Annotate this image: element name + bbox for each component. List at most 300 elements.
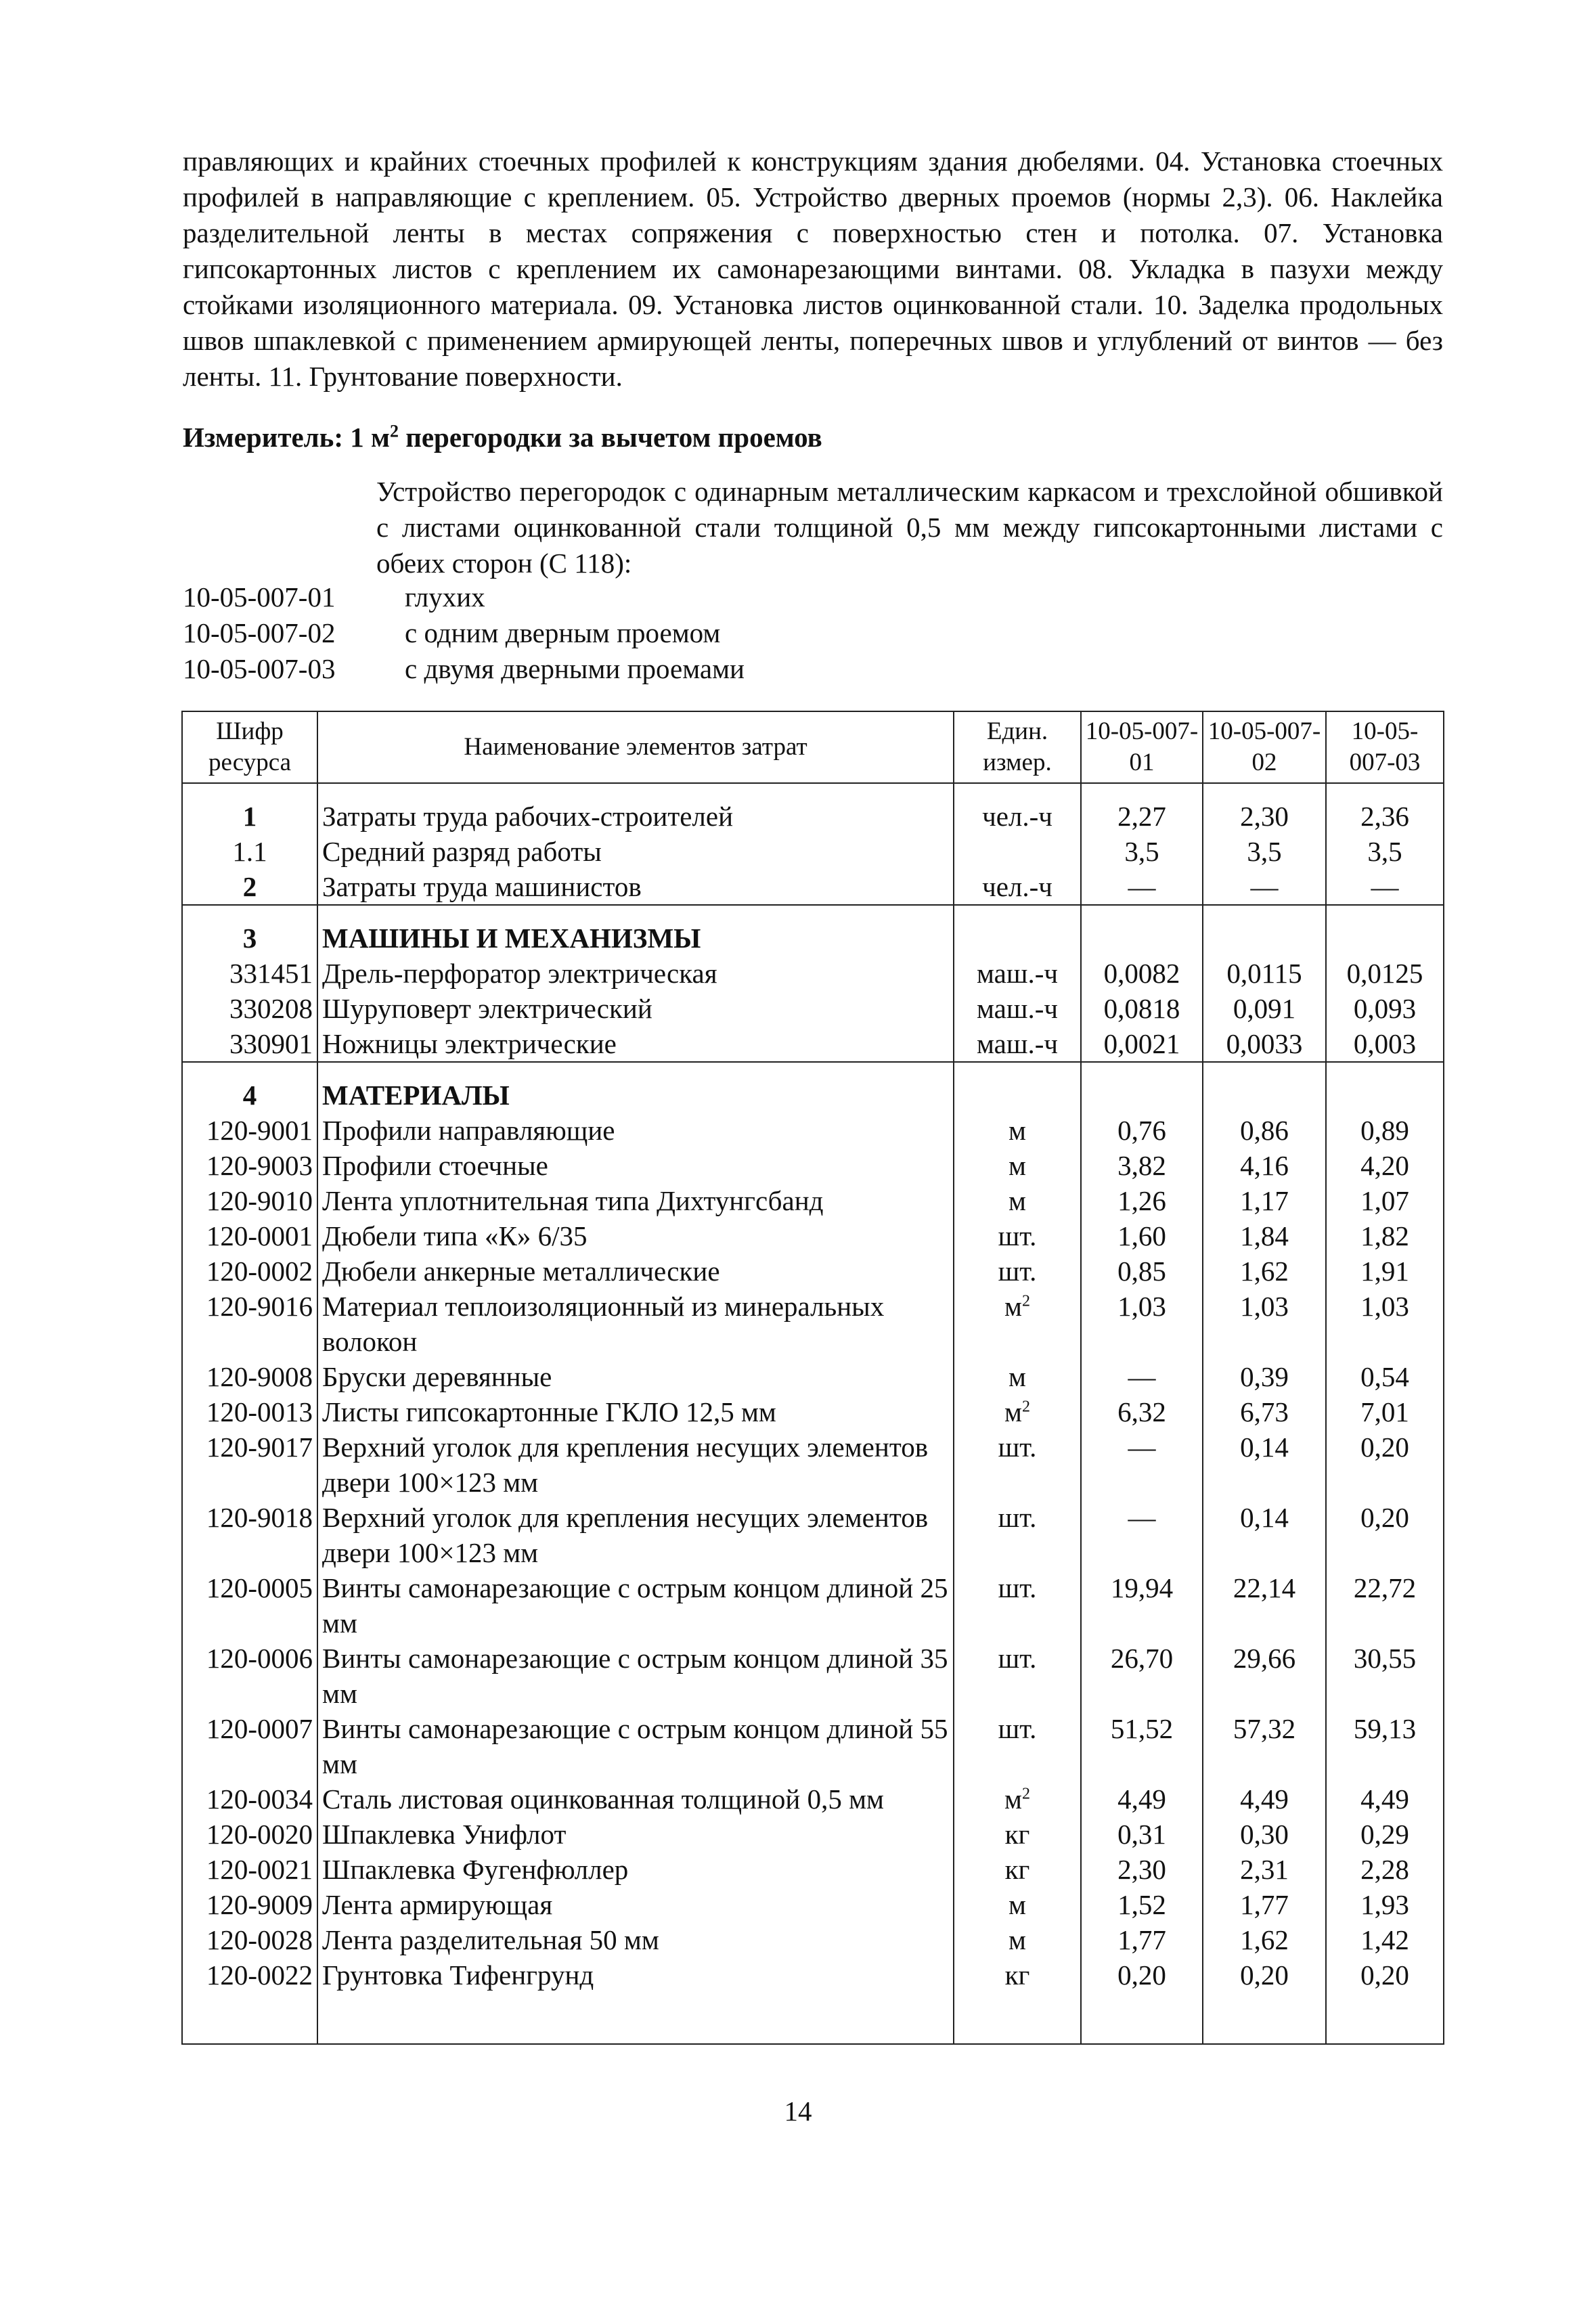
cell-unit	[954, 1570, 1081, 1641]
cell-value-1-text: 0,0021	[1103, 1028, 1180, 1059]
cell-value-3	[1326, 869, 1444, 905]
cell-value-2	[1203, 1887, 1326, 1922]
cell-value-2-text: —	[1250, 871, 1279, 902]
cell-value-3-text: 0,20	[1360, 1959, 1409, 1991]
cell-name-text: Шуруповерт электрический	[322, 993, 652, 1024]
cell-value-1	[1081, 1641, 1203, 1711]
table-row	[182, 991, 1444, 1026]
cell-code	[182, 1394, 317, 1429]
cell-name	[317, 1922, 954, 1957]
spacer-cell	[954, 1062, 1081, 1078]
cell-value-3	[1326, 1570, 1444, 1641]
cell-name-text: Ножницы электрические	[322, 1028, 617, 1059]
cell-code-text: 330208	[229, 993, 313, 1024]
cell-code-text: 120-0022	[206, 1959, 313, 1991]
cell-value-3	[1326, 1957, 1444, 1993]
spacer-cell	[317, 905, 954, 920]
cell-name	[317, 1641, 954, 1711]
cell-name-text: Дюбели типа «К» 6/35	[322, 1220, 588, 1251]
cell-name-text: Грунтовка Тифенгрунд	[322, 1959, 594, 1991]
cell-value-3-text: 0,29	[1360, 1819, 1409, 1850]
norm-item	[183, 579, 745, 615]
spacer-cell	[317, 1993, 954, 2044]
cell-name	[317, 1359, 954, 1394]
cell-value-1	[1081, 1429, 1203, 1500]
cell-unit	[954, 869, 1081, 905]
cell-unit	[954, 1852, 1081, 1887]
table-row	[182, 1641, 1444, 1711]
spacer-cell	[182, 1062, 317, 1078]
cell-value-1-text: 1,26	[1117, 1185, 1166, 1216]
spacer-cell	[182, 905, 317, 920]
spacer-cell	[1203, 905, 1326, 920]
cell-code	[182, 956, 317, 991]
spacer-cell	[954, 1993, 1081, 2044]
cell-name-text: Листы гипсокартонные ГКЛО 12,5 мм	[322, 1396, 776, 1427]
cell-unit-text: м	[1008, 1150, 1026, 1181]
table-row	[182, 1113, 1444, 1148]
cell-value-3-text: 1,03	[1360, 1291, 1409, 1322]
table-row	[182, 869, 1444, 905]
cell-name	[317, 1394, 954, 1429]
cell-value-1-text: 0,0818	[1103, 993, 1180, 1024]
cell-code-text: 331451	[229, 958, 313, 989]
section-spacer	[182, 905, 1444, 920]
norm-code: 10-05-007-03	[183, 653, 336, 684]
cell-unit	[954, 1289, 1081, 1359]
cell-value-2	[1203, 1852, 1326, 1887]
cell-name-text: Дюбели анкерные металлические	[322, 1256, 720, 1287]
cell-value-1-text: 19,94	[1110, 1572, 1174, 1603]
cell-value-2	[1203, 1359, 1326, 1394]
cell-code-text: 2	[242, 871, 257, 902]
cell-name	[317, 1183, 954, 1218]
cell-unit	[954, 1641, 1081, 1711]
cell-code	[182, 1887, 317, 1922]
cell-unit-text: м	[1008, 1361, 1026, 1392]
norm-description: Устройство перегородок с одинарным металлическим каркасом и трехслойной обшивкой с листами оцинкованной стали толщиной 0,5 мм между гипсокартонными листами с обеих сторон (С 118):	[376, 476, 1443, 579]
cell-unit-text: шт.	[998, 1256, 1037, 1287]
cell-unit	[954, 991, 1081, 1026]
cell-unit-text: шт.	[998, 1713, 1037, 1744]
cell-code	[182, 1500, 317, 1570]
cell-code-text: 120-0021	[206, 1854, 313, 1885]
cell-unit	[954, 1026, 1081, 1062]
cell-value-2-text: 2,30	[1240, 801, 1289, 832]
cell-code	[182, 920, 317, 956]
cell-value-3	[1326, 1113, 1444, 1148]
cell-unit-text: м	[1008, 1115, 1026, 1146]
cell-unit-text: чел.-ч	[982, 801, 1052, 832]
norm-code: 10-05-007-02	[183, 617, 336, 648]
cell-code	[182, 1026, 317, 1062]
cell-value-2	[1203, 1781, 1326, 1817]
table-row	[182, 1500, 1444, 1570]
cell-value-1	[1081, 1394, 1203, 1429]
cell-code-text: 3	[242, 923, 257, 954]
cell-unit-text: маш.-ч	[977, 993, 1058, 1024]
cell-unit	[954, 1078, 1081, 1113]
cell-name-text: Винты самонарезающие с острым концом длиной 25 мм	[322, 1572, 948, 1639]
cell-value-3	[1326, 1148, 1444, 1183]
cell-name-text: Лента армирующая	[322, 1889, 553, 1920]
cell-code-text: 120-0013	[206, 1396, 313, 1427]
norm-name: глухих	[405, 581, 485, 613]
cell-value-3-text: 0,54	[1360, 1361, 1409, 1392]
cell-value-3-text: 2,36	[1360, 801, 1409, 832]
cell-value-2	[1203, 1148, 1326, 1183]
cell-value-2-text: 3,5	[1247, 836, 1282, 867]
cell-value-1	[1081, 1500, 1203, 1570]
cell-name	[317, 1218, 954, 1253]
cell-value-1	[1081, 1570, 1203, 1641]
cell-value-2-text: 4,49	[1240, 1783, 1289, 1815]
cell-unit-text: м	[1004, 1783, 1022, 1815]
spacer-cell	[317, 783, 954, 799]
table-row	[182, 1394, 1444, 1429]
cell-code-text: 120-9003	[206, 1150, 313, 1181]
cell-value-3-text: 0,0125	[1346, 958, 1423, 989]
cell-value-3-text: 1,82	[1360, 1220, 1409, 1251]
cell-value-1-text: 3,5	[1124, 836, 1159, 867]
cell-value-1	[1081, 869, 1203, 905]
cell-value-3-text: 0,89	[1360, 1115, 1409, 1146]
cell-value-2	[1203, 1078, 1326, 1113]
measure-suffix: перегородки за вычетом проемов	[398, 422, 822, 453]
cell-value-1	[1081, 1887, 1203, 1922]
cell-code	[182, 1570, 317, 1641]
cell-code	[182, 1641, 317, 1711]
table-row	[182, 1817, 1444, 1852]
cell-code	[182, 1183, 317, 1218]
cell-value-1-text: 0,20	[1117, 1959, 1166, 1991]
cell-unit-text: м	[1004, 1396, 1022, 1427]
cell-code	[182, 991, 317, 1026]
cell-value-1-text: 1,03	[1117, 1291, 1166, 1322]
cell-value-2	[1203, 1957, 1326, 1993]
cell-unit	[954, 1218, 1081, 1253]
cell-code-text: 120-9018	[206, 1502, 313, 1533]
table-row	[182, 1253, 1444, 1289]
cell-value-3-text: 1,07	[1360, 1185, 1409, 1216]
cell-value-1	[1081, 920, 1203, 956]
cell-name	[317, 920, 954, 956]
cell-value-2	[1203, 869, 1326, 905]
cell-value-2-text: 1,17	[1240, 1185, 1289, 1216]
cell-value-3-text: —	[1371, 871, 1399, 902]
cell-value-3	[1326, 1711, 1444, 1781]
cell-name-text: Сталь листовая оцинкованная толщиной 0,5 мм	[322, 1783, 884, 1815]
cell-value-2	[1203, 991, 1326, 1026]
cell-name	[317, 1957, 954, 1993]
cell-value-2	[1203, 1026, 1326, 1062]
cell-unit	[954, 1429, 1081, 1500]
cell-value-3	[1326, 1781, 1444, 1817]
cell-code-text: 120-9017	[206, 1432, 313, 1463]
norm-code: 10-05-007-01	[183, 581, 336, 613]
cell-unit	[954, 1887, 1081, 1922]
cell-value-1	[1081, 1781, 1203, 1817]
intro-paragraph	[183, 143, 1443, 395]
spacer-cell	[954, 783, 1081, 799]
header-col1: 10-05-007-01	[1081, 711, 1203, 783]
cell-name-text: Профили направляющие	[322, 1115, 615, 1146]
cell-value-3	[1326, 1183, 1444, 1218]
table-row	[182, 799, 1444, 834]
norm-name: с одним дверным проемом	[405, 617, 721, 648]
cell-unit-text: маш.-ч	[977, 958, 1058, 989]
measure-sup: 2	[389, 421, 399, 441]
cell-name-text: Дрель-перфоратор электрическая	[322, 958, 717, 989]
cell-value-3	[1326, 1218, 1444, 1253]
cell-value-1-text: 2,27	[1117, 801, 1166, 832]
cell-name-text: Верхний уголок для крепления несущих элементов двери 100×123 мм	[322, 1502, 929, 1568]
cell-name-text: Верхний уголок для крепления несущих элементов двери 100×123 мм	[322, 1432, 929, 1498]
spacer-cell	[1081, 1993, 1203, 2044]
cell-code-text: 120-9009	[206, 1889, 313, 1920]
cell-unit-text: м	[1008, 1185, 1026, 1216]
cell-name	[317, 991, 954, 1026]
cell-value-3-text: 0,20	[1360, 1502, 1409, 1533]
cell-value-2-text: 6,73	[1240, 1396, 1289, 1427]
cell-code-text: 120-0028	[206, 1924, 313, 1955]
cell-name-text: Материал теплоизоляционный из минеральных волокон	[322, 1291, 885, 1357]
cell-value-1	[1081, 1113, 1203, 1148]
cell-code-text: 120-0007	[206, 1713, 313, 1744]
cell-value-3	[1326, 834, 1444, 869]
cell-code	[182, 869, 317, 905]
cell-value-2-text: 22,14	[1233, 1572, 1296, 1603]
cell-value-1-text: 1,52	[1117, 1889, 1166, 1920]
table-row	[182, 1359, 1444, 1394]
spacer-cell	[1081, 783, 1203, 799]
cell-value-3-text: 1,93	[1360, 1889, 1409, 1920]
cell-value-2-text: 29,66	[1233, 1643, 1296, 1674]
table-row	[182, 1781, 1444, 1817]
cell-code-text: 1.1	[232, 836, 267, 867]
cell-code	[182, 1957, 317, 1993]
cell-value-1	[1081, 1253, 1203, 1289]
cell-value-1-text: 2,30	[1117, 1854, 1166, 1885]
cell-code-text: 120-0020	[206, 1819, 313, 1850]
cell-value-2-text: 1,62	[1240, 1924, 1289, 1955]
cell-value-3-text: 7,01	[1360, 1396, 1409, 1427]
cell-value-3-text: 2,28	[1360, 1854, 1409, 1885]
cell-value-1	[1081, 1852, 1203, 1887]
cell-value-2	[1203, 1253, 1326, 1289]
cell-unit-text: м	[1008, 1889, 1026, 1920]
cell-unit	[954, 1148, 1081, 1183]
cell-unit	[954, 799, 1081, 834]
cell-unit	[954, 1113, 1081, 1148]
cell-value-2-text: 1,77	[1240, 1889, 1289, 1920]
table-row	[182, 834, 1444, 869]
cell-value-1	[1081, 1957, 1203, 1993]
cell-code	[182, 1711, 317, 1781]
cell-value-1-text: 0,85	[1117, 1256, 1166, 1287]
cell-value-1-text: —	[1128, 1432, 1156, 1463]
cell-value-1-text: 51,52	[1110, 1713, 1174, 1744]
cell-value-3	[1326, 920, 1444, 956]
cell-name-text: Винты самонарезающие с острым концом длиной 55 мм	[322, 1713, 948, 1779]
table-row	[182, 956, 1444, 991]
cell-value-3	[1326, 1289, 1444, 1359]
cell-value-3-text: 1,91	[1360, 1256, 1409, 1287]
cell-value-3	[1326, 1078, 1444, 1113]
cell-value-3	[1326, 1641, 1444, 1711]
cell-name	[317, 799, 954, 834]
cell-unit	[954, 1500, 1081, 1570]
cell-value-2-text: 0,0115	[1226, 958, 1302, 989]
cell-name	[317, 1148, 954, 1183]
cell-value-3	[1326, 1887, 1444, 1922]
cell-code-text: 120-0006	[206, 1643, 313, 1674]
cell-value-2-text: 57,32	[1233, 1713, 1296, 1744]
cell-code	[182, 1078, 317, 1113]
cell-value-2	[1203, 1289, 1326, 1359]
cell-code-text: 120-0034	[206, 1783, 313, 1815]
cell-unit-text: чел.-ч	[982, 871, 1052, 902]
cell-value-3	[1326, 956, 1444, 991]
spacer-cell	[1203, 783, 1326, 799]
cell-value-2-text: 0,14	[1240, 1502, 1289, 1533]
spacer-cell	[1203, 1993, 1326, 2044]
cell-value-1	[1081, 1922, 1203, 1957]
cell-name	[317, 1781, 954, 1817]
cell-name-text: Затраты труда машинистов	[322, 871, 642, 902]
cell-unit-text: шт.	[998, 1432, 1037, 1463]
cell-code	[182, 1148, 317, 1183]
cell-value-3	[1326, 1359, 1444, 1394]
cell-code	[182, 799, 317, 834]
cell-unit-text: шт.	[998, 1643, 1037, 1674]
table-row	[182, 1148, 1444, 1183]
cell-name	[317, 1026, 954, 1062]
cell-value-2-text: 1,03	[1240, 1291, 1289, 1322]
cell-value-1-text: 1,77	[1117, 1924, 1166, 1955]
cell-value-2	[1203, 956, 1326, 991]
header-unit: Един. измер.	[954, 711, 1081, 783]
table-row	[182, 1922, 1444, 1957]
cell-code-text: 330901	[229, 1028, 313, 1059]
cell-name	[317, 869, 954, 905]
cell-value-2	[1203, 1711, 1326, 1781]
cell-code	[182, 1922, 317, 1957]
unit-superscript: 2	[1021, 1292, 1030, 1310]
measure-heading	[183, 421, 822, 453]
cell-value-2-text: 4,16	[1240, 1150, 1289, 1181]
cell-code	[182, 1852, 317, 1887]
cell-value-1-text: —	[1128, 871, 1156, 902]
cell-name	[317, 834, 954, 869]
cell-name	[317, 1253, 954, 1289]
cell-code	[182, 1218, 317, 1253]
resources-table	[181, 711, 1444, 2045]
cell-unit	[954, 1394, 1081, 1429]
table-row	[182, 1026, 1444, 1062]
intro-text: правляющих и крайних стоечных профилей к конструкциям здания дюбелями. 04. Установка стоечных профилей в направляющие с креплением. 05. Устройство дверных проемов (нормы 2,3). 06. Наклейка разделительной ленты в местах сопряжения с поверхностью стен и потолка. 07. Установка гипсокартонных листов с креплением их самонарезающими винтами. 08. Укладка в пазухи между стойками изоляционного материала. 09. Установка листов оцинкованной стали. 10. Заделка продольных швов шпаклевкой с применением армирующей ленты, поперечных швов и углублений от винтов — без ленты. 11. Грунтование поверхности.	[183, 146, 1443, 392]
cell-value-1	[1081, 1359, 1203, 1394]
cell-value-1-text: 0,0082	[1103, 958, 1180, 989]
cell-code-text: 120-0001	[206, 1220, 313, 1251]
cell-unit	[954, 834, 1081, 869]
table-row	[182, 1289, 1444, 1359]
cell-unit	[954, 920, 1081, 956]
cell-unit	[954, 1183, 1081, 1218]
cell-name	[317, 1500, 954, 1570]
cell-value-2-text: 0,20	[1240, 1959, 1289, 1991]
cell-unit	[954, 956, 1081, 991]
cell-code	[182, 1359, 317, 1394]
cell-value-2-text: 1,62	[1240, 1256, 1289, 1287]
cell-value-2	[1203, 1500, 1326, 1570]
cell-code	[182, 1113, 317, 1148]
unit-superscript: 2	[1021, 1785, 1030, 1803]
cell-value-2-text: 1,84	[1240, 1220, 1289, 1251]
cell-name	[317, 1711, 954, 1781]
table-row	[182, 1218, 1444, 1253]
cell-value-1	[1081, 1218, 1203, 1253]
cell-value-2	[1203, 1817, 1326, 1852]
cell-unit-text: маш.-ч	[977, 1028, 1058, 1059]
cell-code	[182, 1429, 317, 1500]
cell-unit-text: шт.	[998, 1572, 1037, 1603]
cell-value-3	[1326, 1852, 1444, 1887]
cell-code	[182, 1253, 317, 1289]
cell-code-text: 1	[242, 801, 257, 832]
cell-value-1	[1081, 1711, 1203, 1781]
table-row	[182, 1957, 1444, 1993]
cell-name	[317, 1817, 954, 1852]
cell-value-3-text: 30,55	[1353, 1643, 1417, 1674]
cell-value-3	[1326, 1817, 1444, 1852]
cell-value-1-text: 0,31	[1117, 1819, 1166, 1850]
cell-value-1-text: 1,60	[1117, 1220, 1166, 1251]
page-number: 14	[784, 2095, 812, 2127]
cell-value-1-text: 6,32	[1117, 1396, 1166, 1427]
cell-value-3-text: 0,093	[1353, 993, 1417, 1024]
spacer-cell	[1326, 905, 1444, 920]
cell-name	[317, 1852, 954, 1887]
cell-code	[182, 1781, 317, 1817]
cell-value-2	[1203, 1394, 1326, 1429]
table-bottom-spacer	[182, 1993, 1444, 2044]
cell-value-1	[1081, 834, 1203, 869]
cell-name-text: Бруски деревянные	[322, 1361, 552, 1392]
norm-name: с двумя дверными проемами	[405, 653, 745, 684]
cell-value-2	[1203, 1429, 1326, 1500]
cell-value-2-text: 2,31	[1240, 1854, 1289, 1885]
table-row	[182, 1570, 1444, 1641]
cell-unit-text: кг	[1004, 1819, 1030, 1850]
cell-value-3	[1326, 1253, 1444, 1289]
cell-code	[182, 1817, 317, 1852]
section-spacer	[182, 1062, 1444, 1078]
cell-value-2-text: 0,14	[1240, 1432, 1289, 1463]
cell-unit-text: кг	[1004, 1959, 1030, 1991]
cell-value-1-text: —	[1128, 1361, 1156, 1392]
cell-value-1	[1081, 1289, 1203, 1359]
cell-unit	[954, 1359, 1081, 1394]
table-row	[182, 1852, 1444, 1887]
cell-unit	[954, 1781, 1081, 1817]
spacer-cell	[1081, 1062, 1203, 1078]
table-row	[182, 1429, 1444, 1500]
cell-unit	[954, 1922, 1081, 1957]
spacer-cell	[954, 905, 1081, 920]
cell-value-2-text: 0,39	[1240, 1361, 1289, 1392]
spacer-cell	[182, 1993, 317, 2044]
